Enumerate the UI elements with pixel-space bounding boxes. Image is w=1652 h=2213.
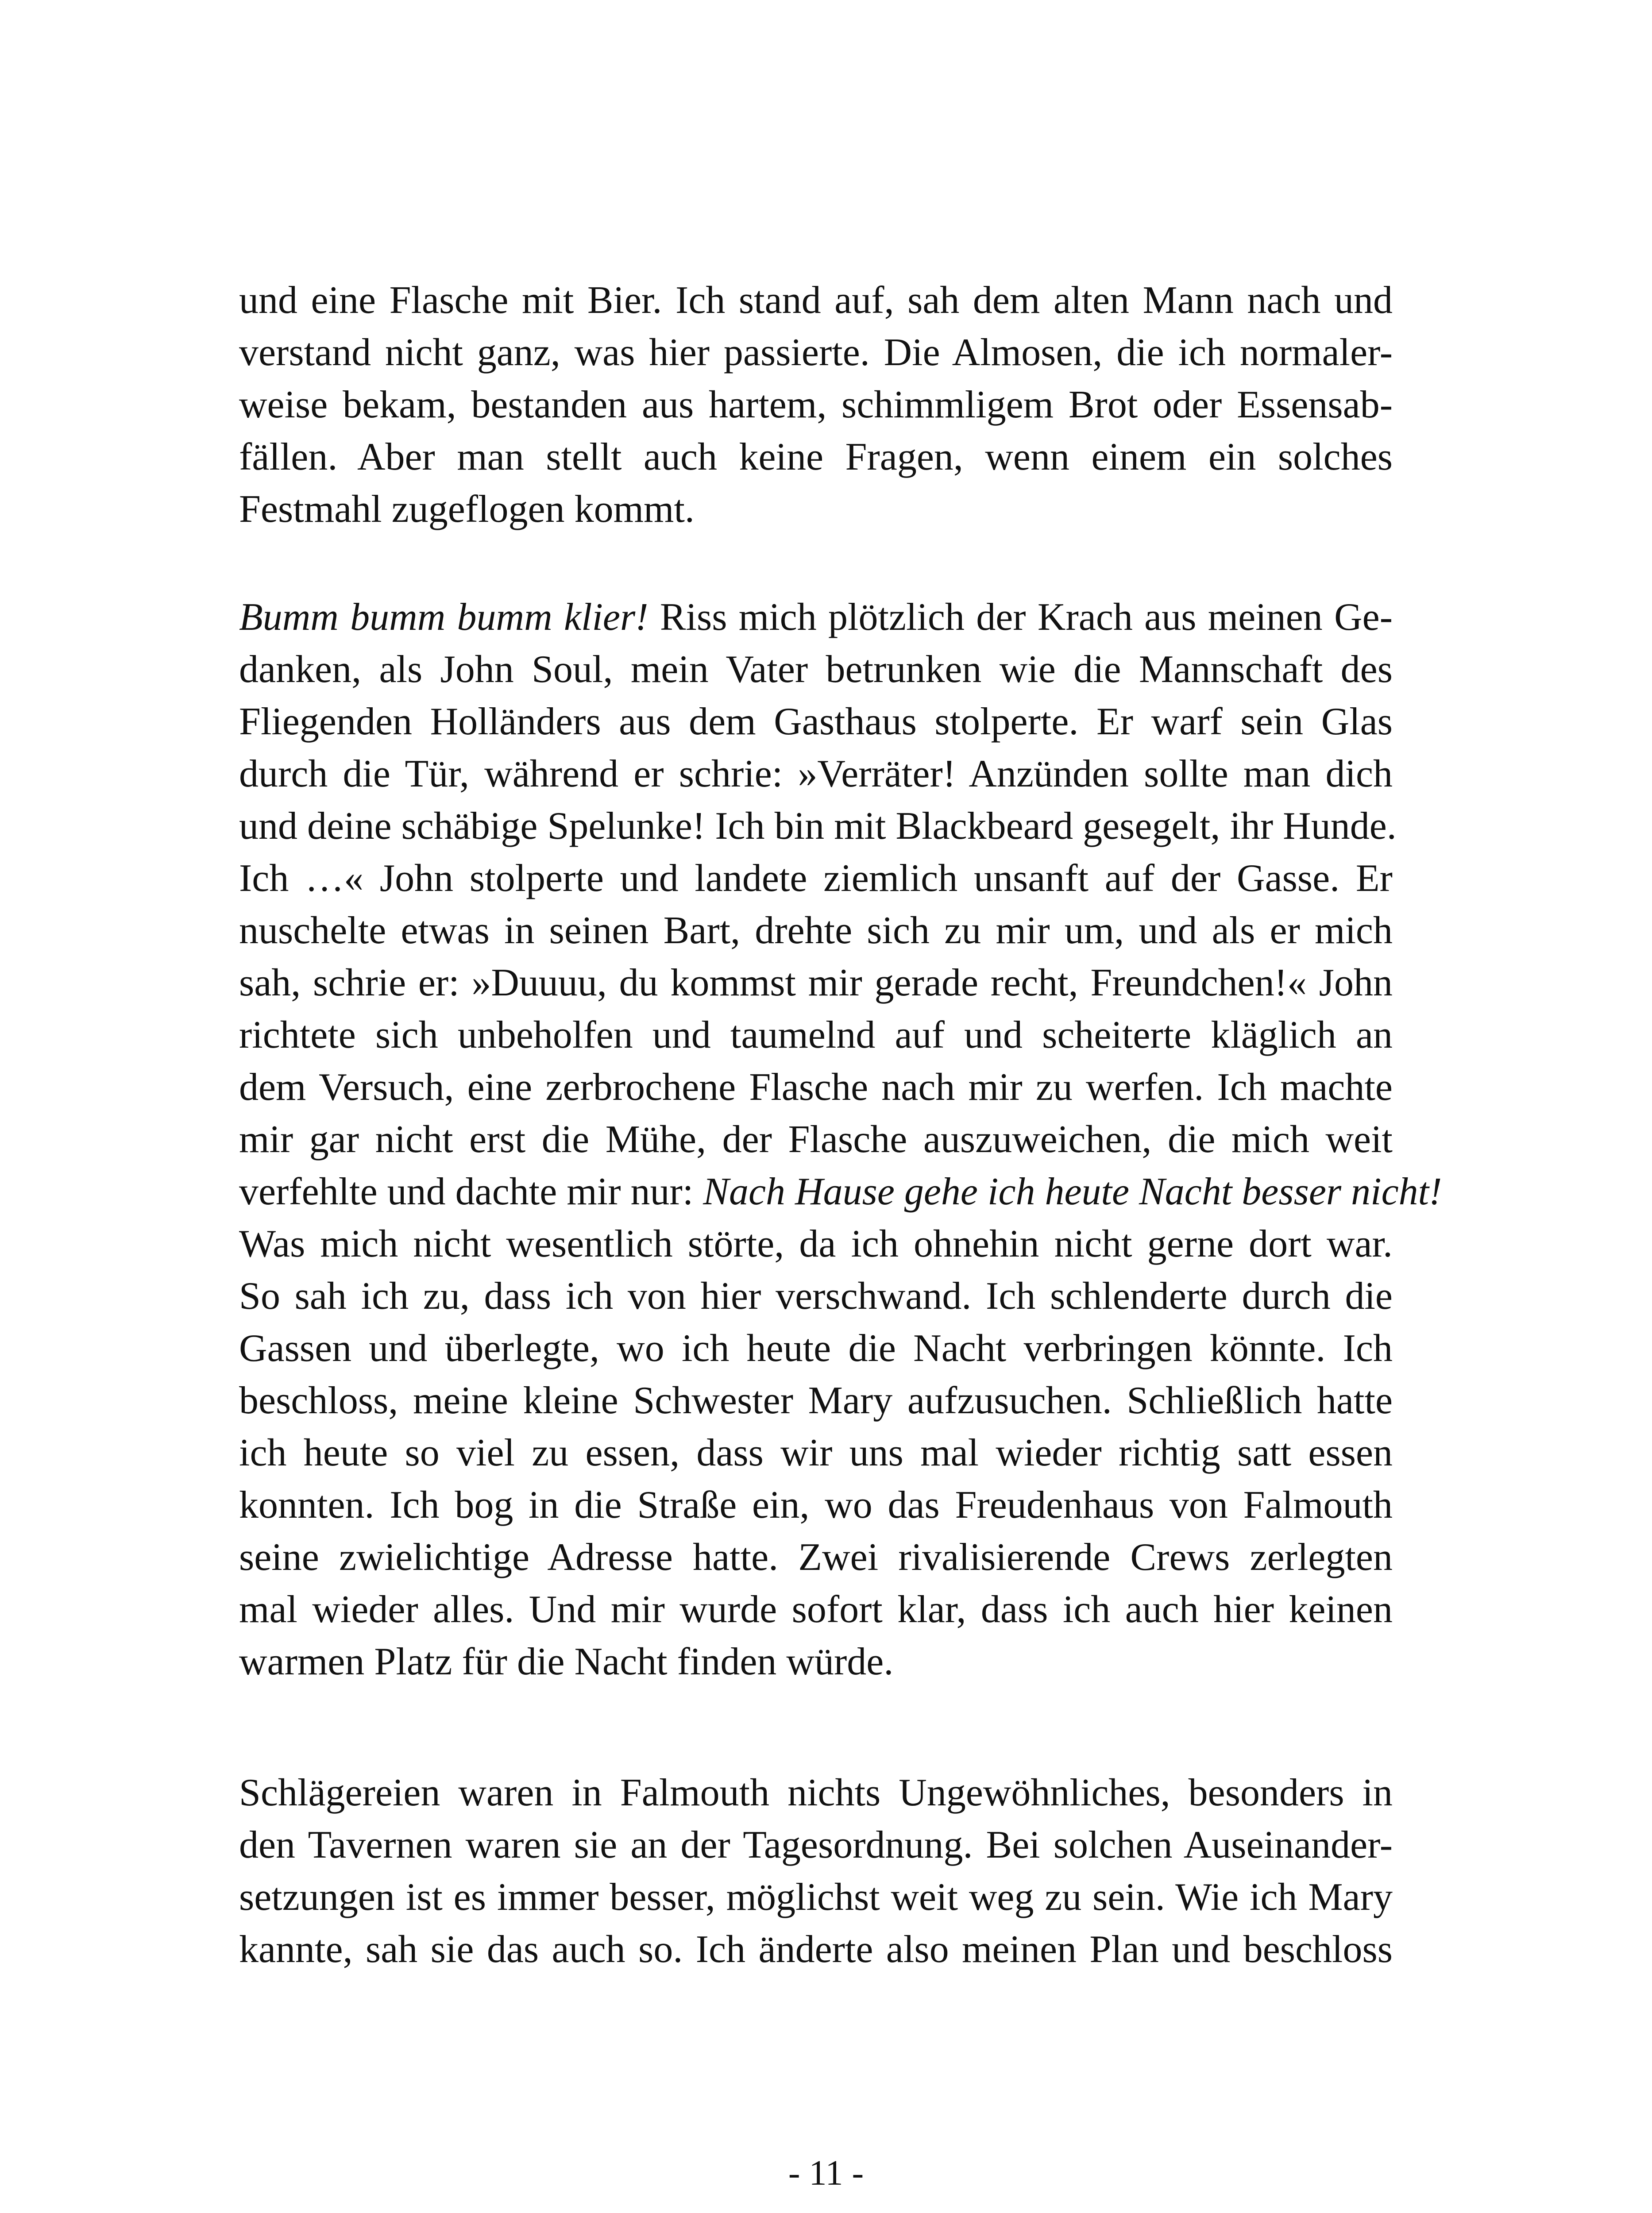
text-line bbox=[239, 1322, 1393, 1375]
text-line bbox=[239, 431, 1393, 483]
line-text: und eine Flasche mit Bier. Ich stand auf, sah dem alten Mann nach und bbox=[239, 279, 1393, 322]
line-text: verstand nicht ganz, was hier passierte. Die Almosen, die ich normaler- bbox=[239, 331, 1393, 374]
line-text: So sah ich zu, dass ich von hier verschwand. Ich schlenderte durch die bbox=[239, 1275, 1393, 1318]
line-text: warmen Platz für die Nacht finden würde. bbox=[239, 1640, 894, 1683]
italic-text: Bumm bumm bumm klier! bbox=[239, 596, 648, 639]
line-text: kannte, sah sie das auch so. Ich änderte also meinen Plan und beschloss bbox=[239, 1928, 1393, 1971]
text-line bbox=[239, 1636, 1393, 1688]
text-line bbox=[239, 852, 1393, 905]
text-line bbox=[239, 1584, 1393, 1636]
text-line bbox=[239, 1218, 1393, 1270]
line-text: mir gar nicht erst die Mühe, der Flasche auszuweichen, die mich weit bbox=[239, 1118, 1393, 1161]
text-line bbox=[239, 379, 1393, 431]
text-line bbox=[239, 1427, 1393, 1479]
line-text: seine zwielichtige Adresse hatte. Zwei rivalisierende Crews zerlegten bbox=[239, 1536, 1393, 1579]
text-line bbox=[239, 1924, 1393, 1976]
text-line bbox=[239, 800, 1397, 852]
text-line bbox=[239, 1871, 1393, 1924]
line-text: und deine schäbige Spelunke! Ich bin mit Blackbeard gesegelt, ihr Hunde. bbox=[239, 805, 1397, 848]
text-line bbox=[239, 1270, 1393, 1322]
line-text: Schlägereien waren in Falmouth nichts Ungewöhnliches, besonders in bbox=[239, 1771, 1393, 1814]
text-line bbox=[239, 1061, 1393, 1114]
line-text: setzungen ist es immer besser, möglichst weit weg zu sein. Wie ich Mary bbox=[239, 1876, 1393, 1919]
line-text: fällen. Aber man stellt auch keine Fragen, wenn einem ein solches bbox=[239, 436, 1393, 478]
text-line bbox=[239, 1009, 1393, 1061]
page-number: - 11 - bbox=[788, 2154, 864, 2193]
line-text: nuschelte etwas in seinen Bart, drehte sich zu mir um, und als er mich bbox=[239, 909, 1393, 952]
text-line bbox=[239, 483, 1393, 536]
line-text: den Tavernen waren sie an der Tagesordnung. Bei solchen Auseinander- bbox=[239, 1824, 1393, 1866]
line-text: Riss mich plötzlich der Krach aus meinen Ge- bbox=[648, 596, 1393, 639]
line-text: Fliegenden Holländers aus dem Gasthaus stolperte. Er warf sein Glas bbox=[239, 700, 1393, 743]
text-line bbox=[239, 591, 1393, 644]
text-line bbox=[239, 748, 1393, 800]
line-text: richtete sich unbeholfen und taumelnd auf und scheiterte kläglich an bbox=[239, 1014, 1393, 1056]
text-line bbox=[239, 1114, 1393, 1166]
line-text: mal wieder alles. Und mir wurde sofort klar, dass ich auch hier keinen bbox=[239, 1588, 1393, 1631]
line-text: Festmahl zugeflogen kommt. bbox=[239, 488, 695, 531]
text-line bbox=[239, 1819, 1393, 1871]
line-text: Was mich nicht wesentlich störte, da ich ohnehin nicht gerne dort war. bbox=[239, 1222, 1393, 1265]
line-text: verfehlte und dachte mir nur: bbox=[239, 1170, 703, 1213]
text-line bbox=[239, 1531, 1393, 1584]
line-text: durch die Tür, während er schrie: »Verräter! Anzünden sollte man dich bbox=[239, 752, 1393, 795]
text-line bbox=[239, 696, 1393, 748]
line-text: weise bekam, bestanden aus hartem, schimmligem Brot oder Essensab- bbox=[239, 383, 1393, 426]
line-text: Gassen und überlegte, wo ich heute die Nacht verbringen könnte. Ich bbox=[239, 1327, 1393, 1370]
italic-text: Nach Hause gehe ich heute Nacht besser nicht! bbox=[703, 1170, 1442, 1213]
line-text: ich heute so viel zu essen, dass wir uns mal wieder richtig satt essen bbox=[239, 1431, 1393, 1474]
text-line bbox=[239, 905, 1393, 957]
line-text: konnten. Ich bog in die Straße ein, wo das Freudenhaus von Falmouth bbox=[239, 1484, 1393, 1527]
line-text: danken, als John Soul, mein Vater betrunken wie die Mannschaft des bbox=[239, 648, 1393, 691]
text-line bbox=[239, 274, 1393, 327]
text-line bbox=[239, 957, 1393, 1009]
paragraph bbox=[239, 591, 1442, 1688]
line-text: Ich …« John stolperte und landete ziemlich unsanft auf der Gasse. Er bbox=[239, 857, 1393, 900]
text-line bbox=[239, 1375, 1393, 1427]
paragraph bbox=[239, 274, 1393, 536]
text-line bbox=[239, 327, 1393, 379]
paragraph bbox=[239, 1767, 1393, 1976]
line-text: beschloss, meine kleine Schwester Mary aufzusuchen. Schließlich hatte bbox=[239, 1379, 1393, 1422]
line-text: dem Versuch, eine zerbrochene Flasche nach mir zu werfen. Ich machte bbox=[239, 1066, 1393, 1109]
text-line bbox=[239, 1166, 1442, 1218]
line-text: sah, schrie er: »Duuuu, du kommst mir gerade recht, Freundchen!« John bbox=[239, 961, 1393, 1004]
text-line bbox=[239, 644, 1393, 696]
text-line bbox=[239, 1767, 1393, 1819]
text-line bbox=[239, 1479, 1393, 1531]
